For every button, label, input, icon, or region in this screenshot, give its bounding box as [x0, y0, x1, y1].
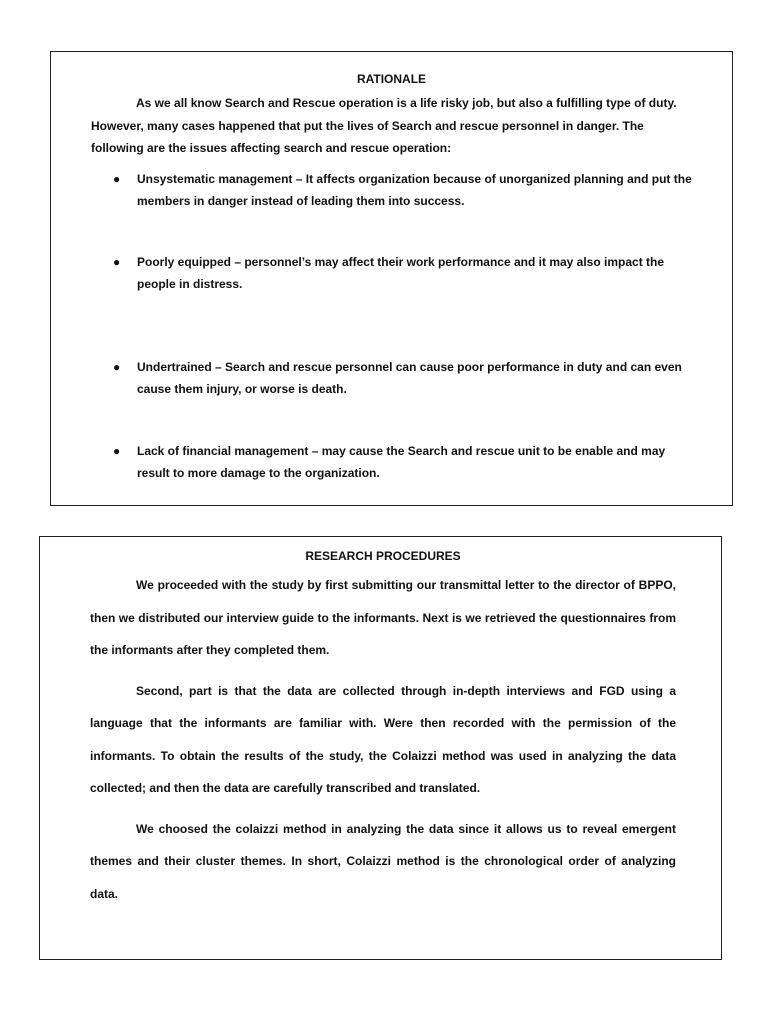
- bullet-icon: ●: [113, 171, 121, 186]
- procedures-paragraph: Second, part is that the data are collected through in-depth interviews and FGD using a language that the informants are familiar with. Were then recorded with the permission of the informants. To obtain the results of the study, the Colaizzi method was used in analyzing the data collected; and then the data are carefully transcribed and translated.: [90, 683, 676, 795]
- rationale-title: RATIONALE: [356, 72, 427, 86]
- issue-text: Undertrained – Search and rescue personnel can cause poor performance in duty and can even cause them injury, or worse is death.: [137, 359, 682, 396]
- research-procedures-section: [39, 536, 722, 960]
- bullet-icon: ●: [113, 359, 121, 374]
- issue-item: [91, 440, 692, 485]
- issue-item: [91, 356, 692, 401]
- bullet-icon: ●: [113, 254, 121, 269]
- issue-text: Lack of financial management – may cause the Search and rescue unit to be enable and may result to more damage to the organization.: [137, 443, 666, 480]
- issues-list: [91, 168, 692, 485]
- procedures-title: RESEARCH PROCEDURES: [305, 549, 461, 563]
- rationale-section: [50, 51, 733, 506]
- procedures-paragraph: We choosed the colaizzi method in analyzing the data since it allows us to reveal emergent themes and their cluster themes. In short, Colaizzi method is the chronological order of analyzing data.: [90, 821, 676, 901]
- issue-item: [91, 168, 692, 213]
- issue-text: Unsystematic management – It affects organization because of unorganized planning and put the members in danger instead of leading them into success.: [137, 171, 692, 208]
- rationale-intro: As we all know Search and Rescue operation is a life risky job, but also a fulfilling type of duty. However, many cases happened that put the lives of Search and rescue personnel in danger. The following are the issues affecting search and rescue operation:: [91, 96, 677, 155]
- issue-item: [91, 251, 692, 296]
- bullet-icon: ●: [113, 443, 121, 458]
- issue-text: Poorly equipped – personnel’s may affect their work performance and it may also impact the people in distress.: [137, 254, 665, 291]
- procedures-paragraph: We proceeded with the study by first submitting our transmittal letter to the director of BPPO, then we distributed our interview guide to the informants. Next is we retrieved the questionnaires from the informants after they completed them.: [90, 578, 676, 657]
